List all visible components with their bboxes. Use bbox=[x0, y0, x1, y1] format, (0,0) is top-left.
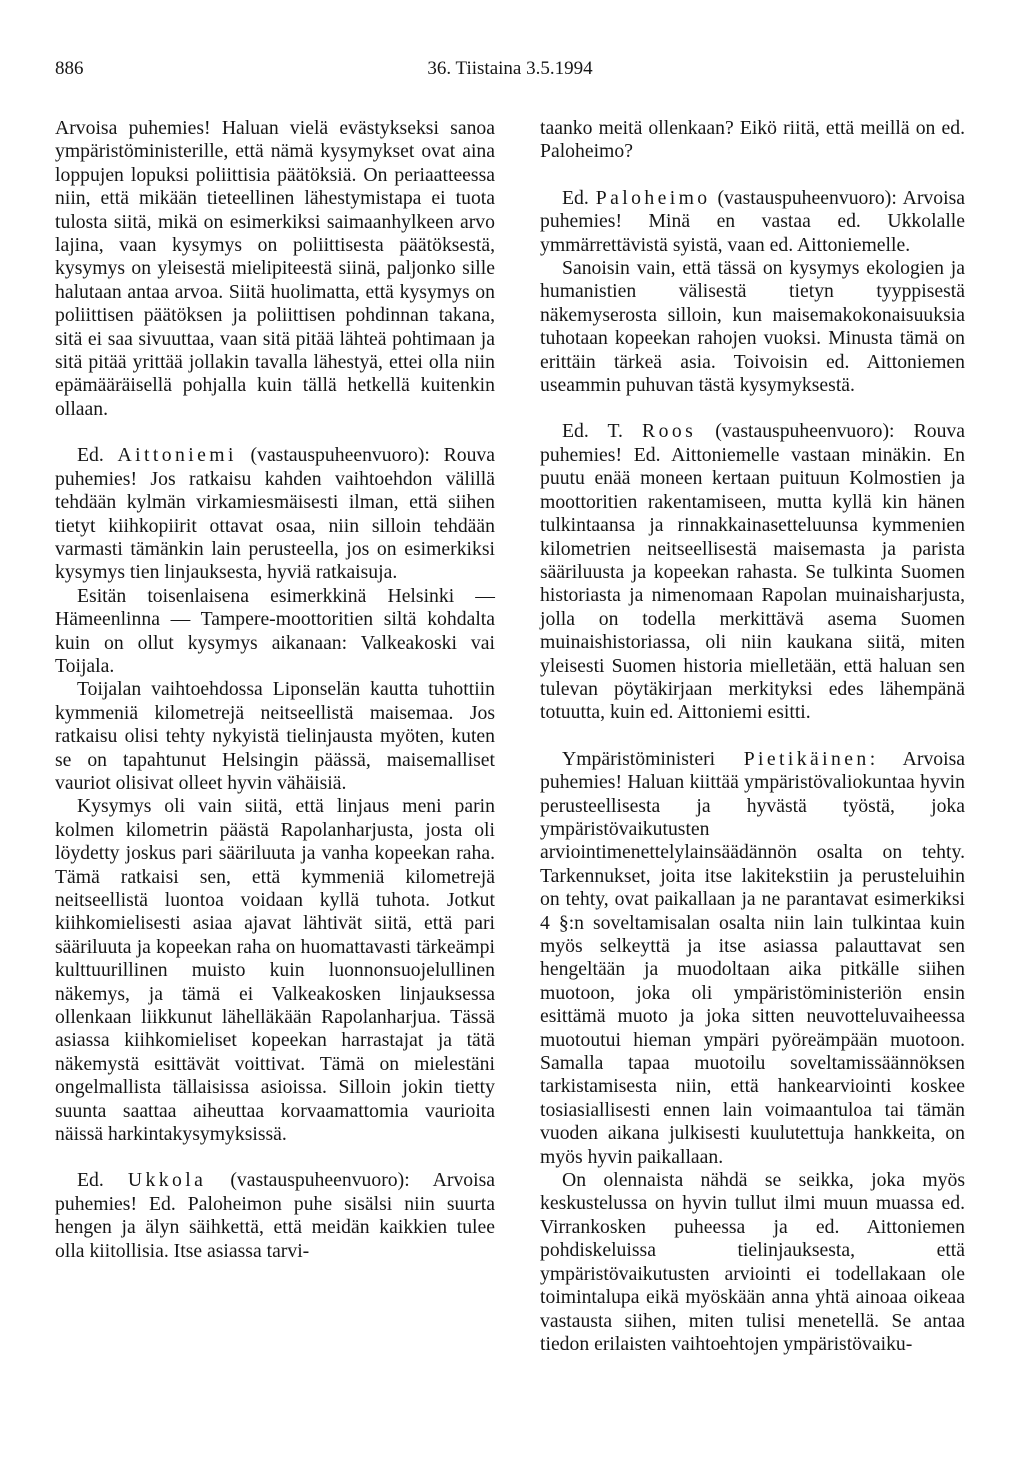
speech-paragraph bbox=[55, 1169, 495, 1263]
paragraph: Kysymys oli vain siitä, että linjaus meni parin kolmen kilometrin päästä Rapolanharjusta, josta oli löydetty joskus pari sääriluuta ja vanha kopeekan raha. Tämä ratkaisi sen, että kymmeniä kilometrejä neitseellistä luontoa voidaan kyllä tuhota. Jotkut kiihkomielisesti asiaa ajavat lähtivät siitä, että pari sääriluuta ja kopeekan raha on huomattavasti tärkeämpi kulttuurillinen muisto kuin luonnonsuojelullinen näkemys, ja tämä ei Valkeakosken linjauksessa ollenkaan liikkunut lähelläkään Rapolanharjua. Tässä asiassa kiihkomieliset kopeekan harrastajat ja tätä näkemystä esittävät voittivat. Tämä on mielestäni ongelmallista tällaisissa asioissa. Silloin jokin tietty suunta saattaa aiheuttaa korvaamattomia vaurioita näissä harkintakysymyksissä. bbox=[55, 795, 495, 1146]
paragraph: Sanoisin vain, että tässä on kysymys ekologien ja humanistien välisestä tietyn tyyppisestä näkemyserosta silloin, kun maisemakokonaisuuksia tuhotaan kopeekan rahojen vuoksi. Minusta tämä on erittäin tärkeä asia. Toivoisin ed. Aittoniemen useammin puhuvan tästä kysymyksestä. bbox=[540, 257, 965, 397]
speaker-role: (vastauspuheenvuoro): bbox=[710, 186, 897, 209]
speech-paragraph bbox=[540, 748, 965, 1169]
paragraph: On olennaista nähdä se seikka, joka myös keskustelussa on hyvin tullut ilmi muun muassa ed. Virrankosken puheessa ja ed. Aittoniemen pohdiskeluissa tielinjauksesta, että ympäristövaikutusten arviointi ei todellakaan ole toimintalupa eikä myöskään anna yhtä ainoaa oikeaa vastausta siihen, miten tulisi menetellä. Se antaa tiedon erilaisten vaihtoehtojen ympäristövaiku- bbox=[540, 1169, 965, 1355]
speech-paragraph bbox=[540, 420, 965, 724]
page-number: 886 bbox=[55, 58, 84, 79]
speaker-role: (vastauspuheenvuoro): bbox=[206, 1169, 410, 1192]
speech-paragraph bbox=[55, 444, 495, 584]
speaker-name: Roos bbox=[642, 420, 697, 443]
speaker-name: Ukkola bbox=[127, 1169, 207, 1192]
running-head: 36. Tiistaina 3.5.1994 bbox=[427, 58, 593, 79]
speaker-name: Aittoniemi bbox=[117, 444, 237, 467]
speaker-prefix: Ympäristöministeri bbox=[562, 747, 744, 770]
right-column bbox=[540, 117, 965, 1356]
paragraph: taanko meitä ollenkaan? Eikö riitä, että meillä on ed. Paloheimo? bbox=[540, 117, 965, 163]
paragraph: Esitän toisenlaisena esimerkkinä Helsinki — Hämeenlinna — Tampere-moottoritien siltä kohdalta kuin on ollut kysymys aikanaan: Valkeakoski vai Toijala. bbox=[55, 584, 495, 677]
speech-text: Arvoisa puhemies! Minä en vastaa ed. Ukkolalle ymmärrettävistä syistä, vaan ed. Aittoniemelle. bbox=[540, 186, 965, 256]
page-header bbox=[55, 58, 965, 86]
speaker-prefix: Ed. bbox=[77, 444, 118, 467]
speaker-role: : bbox=[869, 747, 876, 770]
speech-text: Arvoisa puhemies! Haluan kiittää ympäristövaliokuntaa hyvin perusteellisesta ja hyvästä työstä, joka ympäristövaikutusten arviointimenettelylainsäädännön osalta on tehty. Tarkennukset, joita itse lakitekstiin ja perusteluihin on tehty, ovat paikallaan ja ne parantavat esimerkiksi 4 §:n soveltamisalan osalta niin lain tulkintaa kuin myös selkeyttä ja itse asiassa palauttavat sen hengeltään ja muodoltaan aika pitkälle siihen muotoon, joka oli ympäristöministeriön ensin esittämä muoto ja joka sitten neuvotteluvaiheessa muotoutui hieman ympäri pyöreämpään muotoon. Samalla tapaa muotoilu soveltamissäännöksen tarkistamisesta niin, että hankearviointi koskee tosiasiallisesti ennen lain voimaantuloa tai tämän vuoden aikana julkisesti kuulutettuja hankkeita, on myös hyvin paikallaan. bbox=[540, 747, 966, 1168]
paragraph: Toijalan vaihtoehdossa Liponselän kautta tuhottiin kymmeniä kilometrejä neitseellistä maisemaa. Jos ratkaisu olisi tehty nykyistä tielinjausta myöten, kuten se on tapahtunut Helsingin päässä, maisemalliset vauriot olisivat olleet hyvin vähäisiä. bbox=[55, 678, 495, 794]
speech-text: Arvoisa puhemies! Ed. Paloheimon puhe sisälsi niin suurta hengen ja älyn säihkettä, että meidän kaikkien tulee olla kiitollisia. Itse asiassa tarvi- bbox=[55, 1169, 496, 1262]
speaker-role: (vastauspuheenvuoro): bbox=[236, 444, 430, 467]
speaker-name: Pietikäinen bbox=[743, 747, 870, 770]
speech-text: Rouva puhemies! Jos ratkaisu kahden vaihtoehdon välillä tehdään kylmän virkamiesmäisesti ilman, että siihen tietyt kiihkopiirit ottavat osaa, niin silloin tehdään varmasti tämänkin lain perusteella, jos on esimerkiksi kysymys tien linjauksesta, hyviä ratkaisuja. bbox=[55, 444, 495, 584]
speaker-name: Paloheimo bbox=[595, 186, 711, 209]
speaker-role: (vastauspuheenvuoro): bbox=[696, 420, 895, 443]
speech-paragraph bbox=[540, 187, 965, 257]
speech-text: Rouva puhemies! Ed. Aittoniemelle vastaan minäkin. En puutu enää moneen kertaan puituun Kolmostien ja moottoritien rakentamiseen, mutta kyllä kin hänen tulkintaansa ja rinnakkainasetteluunsa kymmenien kilometrien neitseellisestä maisemasta ja parista sääriluusta ja kopeekan rahasta. Se tulkinta Suomen historiasta ja nimenomaan Rapolan muinaisharjusta, jolla on todella merkittävä asema Suomen muinaishistoriassa, oli niin kaukana siitä, miten yleisesti Suomen historia mielletään, että haluan sen tulevan pöytäkirjaan merkityksi edes lähempänä totuutta, kuin ed. Aittoniemi esitti. bbox=[540, 420, 965, 724]
paragraph: Arvoisa puhemies! Haluan vielä evästykseksi sanoa ympäristöministerille, että nämä kysymykset ovat aina loppujen lopuksi poliittisia päätöksiä. On periaatteessa niin, että mikään tieteellinen lähestymistapa ei tuota tulosta siitä, mikä on esimerkiksi saimaanhylkeen arvo lajina, vaan kysymys on poliittisesta päätöksestä, kysymys on yleisestä mielipiteestä siinä, paljonko sille halutaan antaa arvoa. Siitä huolimatta, että kysymys on poliittisen päätöksen ja poliittisen pohdinnan takana, sitä ei saa sivuuttaa, vaan sitä pitää lähteä pohtimaan ja sitä pitää yrittää jollakin tavalla lähestyä, ettei olla niin epämääräisellä pohjalla kuin tällä hetkellä kuitenkin ollaan. bbox=[55, 117, 495, 420]
speaker-prefix: Ed. bbox=[562, 186, 596, 209]
speaker-prefix: Ed. T. bbox=[562, 420, 643, 443]
left-column bbox=[55, 117, 495, 1263]
speaker-prefix: Ed. bbox=[77, 1169, 128, 1192]
